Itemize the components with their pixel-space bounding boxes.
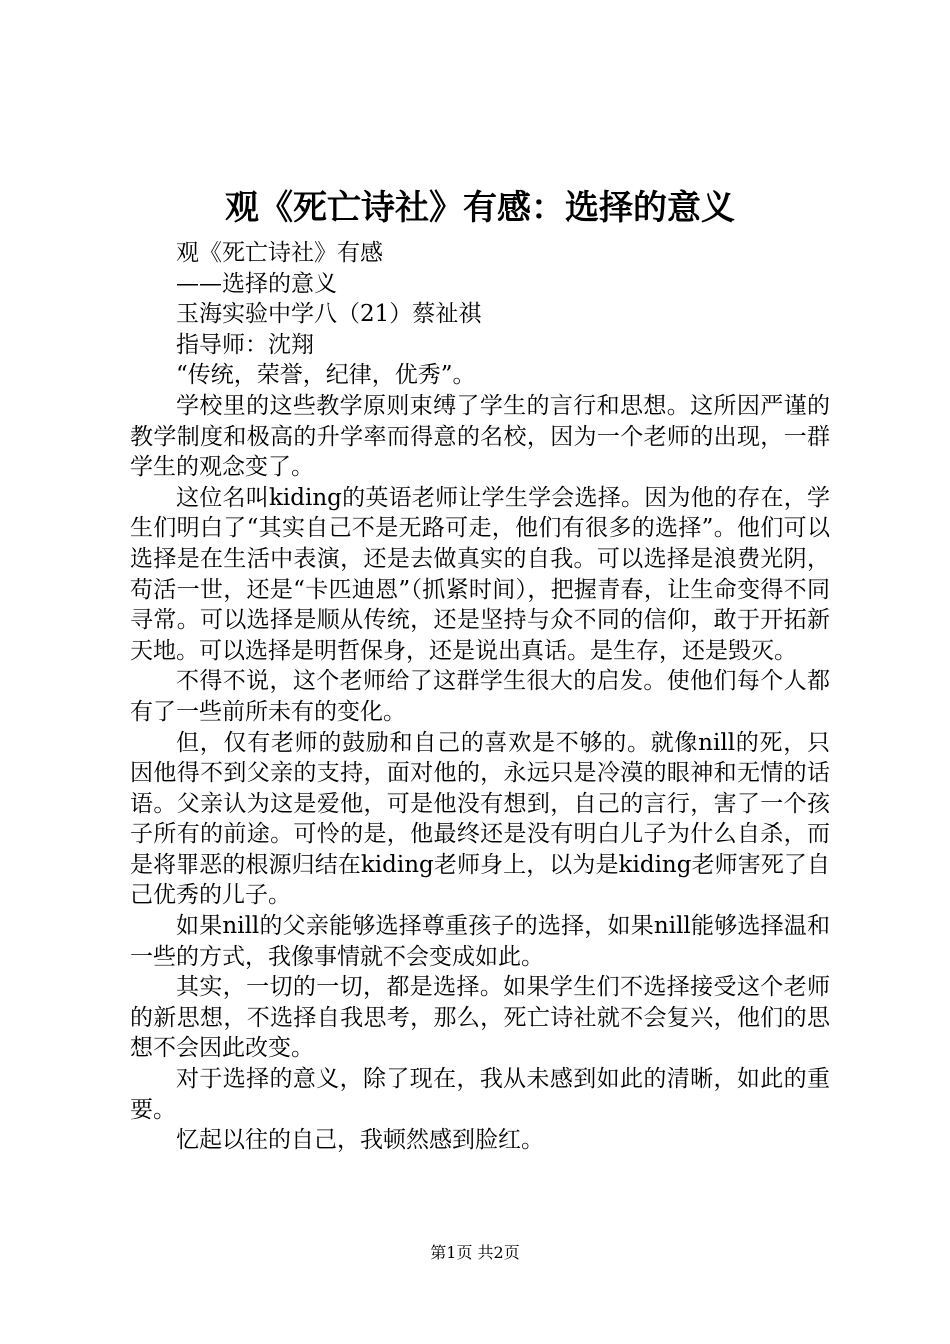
body-paragraph: 其实，一切的一切，都是选择。如果学生们不选择接受这个老师的新思想，不选择自我思考，那么，死亡诗社就不会复兴，他们的思想不会因此改变。 xyxy=(130,974,830,1062)
body-paragraph: 学校里的这些教学原则束缚了学生的言行和思想。这所因严谨的教学制度和极高的升学率而得意的名校，因为一个老师的出现，一群学生的观念变了。 xyxy=(130,392,830,481)
body-paragraph: 如果nill的父亲能够选择尊重孩子的选择，如果nill能够选择温和一些的方式，我像事情就不会变成如此。 xyxy=(130,913,830,970)
quote-line: “传统，荣誉，纪律，优秀”。 xyxy=(176,362,476,389)
document-body xyxy=(130,238,830,1156)
body-paragraph: 对于选择的意义，除了现在，我从未感到如此的清晰，如此的重要。 xyxy=(130,1066,830,1123)
body-paragraph: 不得不说，这个老师给了这群学生很大的启发。使他们每个人都有了一些前所未有的变化。 xyxy=(130,668,830,725)
document-title: 观《死亡诗社》有感：选择的意义 xyxy=(225,188,735,228)
essay-subtitle: ——选择的意义 xyxy=(176,270,337,297)
body-paragraph: 忆起以往的自己，我顿然感到脸红。 xyxy=(176,1127,544,1154)
essay-heading: 观《死亡诗社》有感 xyxy=(176,240,383,266)
advisor-line: 指导师：沈翔 xyxy=(176,331,314,358)
body-paragraph: 这位名叫kiding的英语老师让学生学会选择。因为他的存在，学生们明白了“其实自己不是无路可走，他们有很多的选择”。他们可以选择是在生活中表演，还是去做真实的自我。可以选择是浪费光阴，苟活一世，还是“卡匹迪恩”（抓紧时间），把握青春，让生命变得不同寻常。可以选择是顺从传统，还是坚持与众不同的信仰，敢于开拓新天地。可以选择是明哲保身，还是说出真话。是生存，还是毁灭。 xyxy=(130,484,830,664)
body-paragraph: 但，仅有老师的鼓励和自己的喜欢是不够的。就像nill的死，只因他得不到父亲的支持，面对他的，永远只是冷漠的眼神和无情的话语。父亲认为这是爱他，可是他没有想到，自己的言行，害了一个孩子所有的前途。可怜的是，他最终还是没有明白儿子为什么自杀，而是将罪恶的根源归结在kiding老师身上，以为是kiding老师害死了自己优秀的儿子。 xyxy=(130,729,830,909)
author-line: 玉海实验中学八（21）蔡祉祺 xyxy=(176,301,482,328)
page-number-footer: 第1页 共2页 xyxy=(430,1243,520,1262)
